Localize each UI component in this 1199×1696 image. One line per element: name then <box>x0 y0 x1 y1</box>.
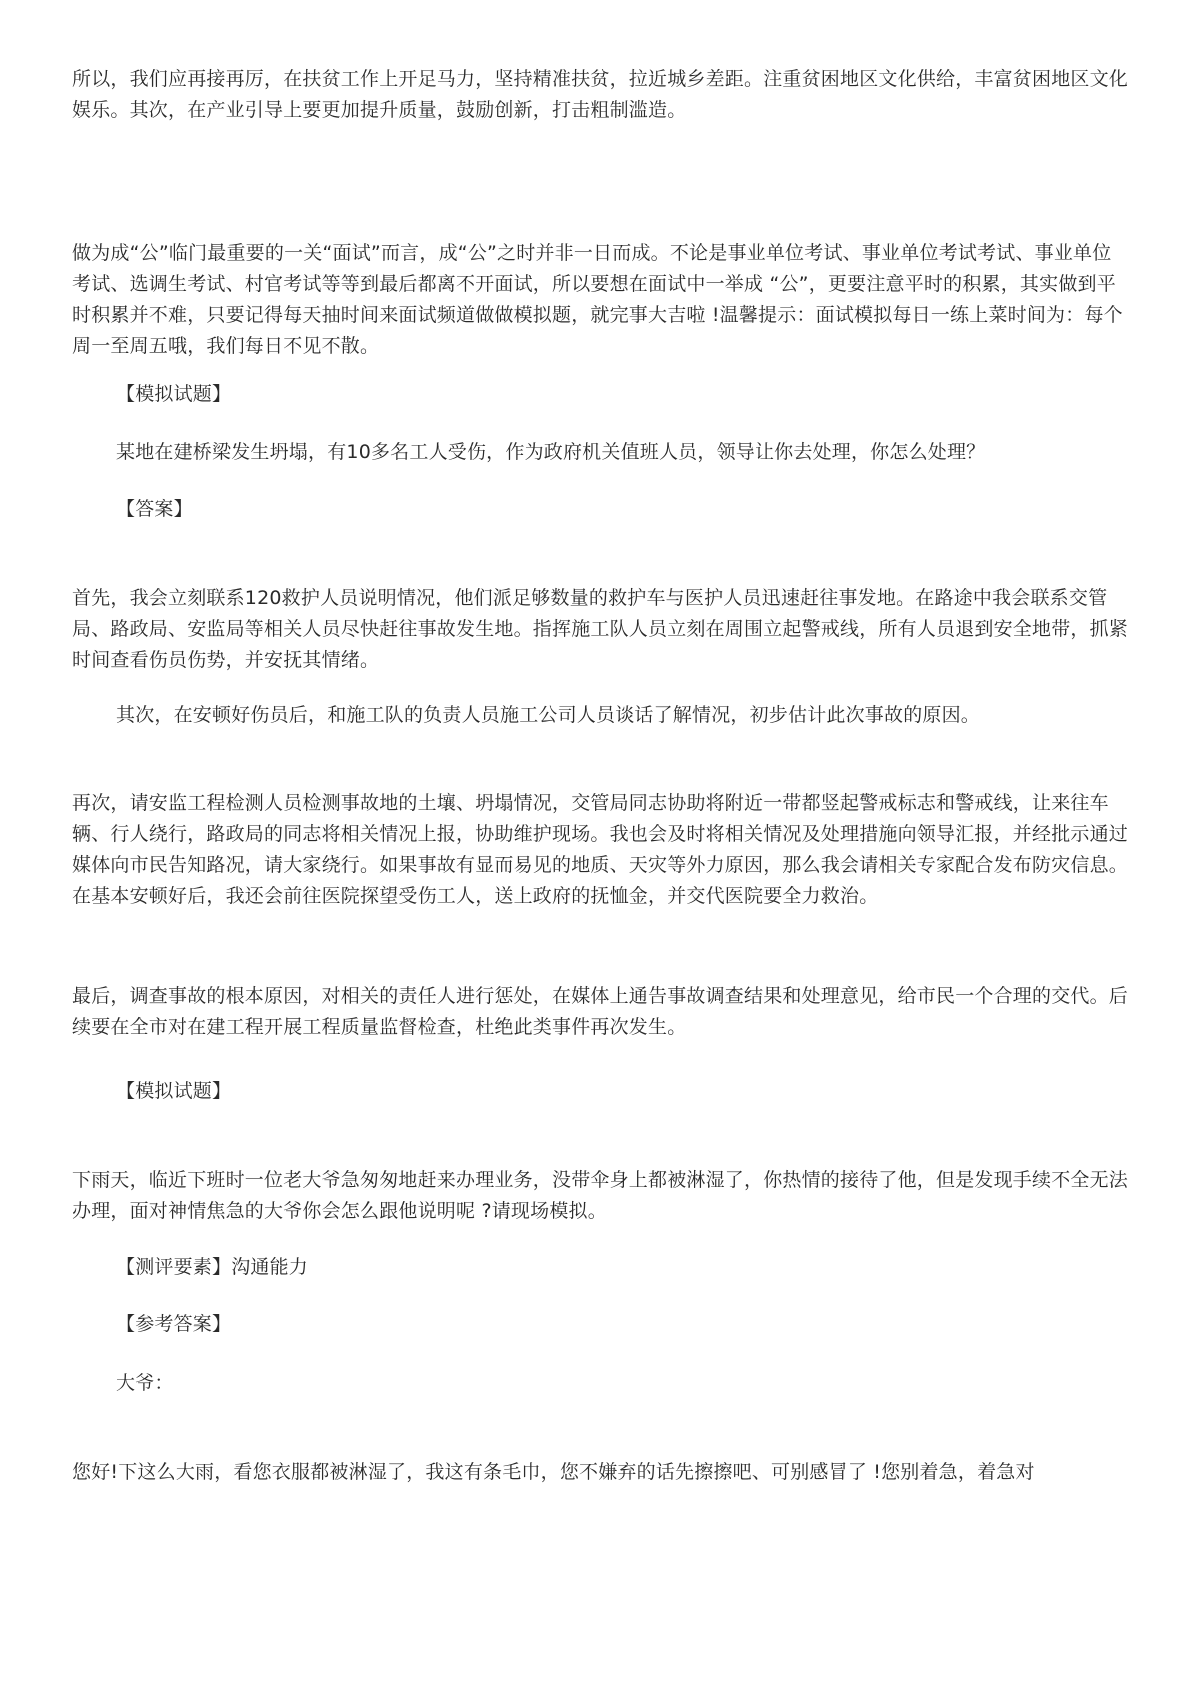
question-rainy-day: 下雨天，临近下班时一位老大爷急匆匆地赶来办理业务，没带伞身上都被淋湿了，你热情的接待了他，但是发现手续不全无法办理，面对神情焦急的大爷你会怎么跟他说明呢 ?请现场模拟。 <box>72 1169 1129 1222</box>
answer-paragraph-second: 其次，在安顿好伤员后，和施工队的负责人员施工公司人员谈话了解情况，初步估计此次事故的原因。 <box>116 704 981 726</box>
heading-answer: 【答案】 <box>116 498 193 520</box>
reference-answer-body: 您好!下这么大雨，看您衣服都被淋湿了，我这有条毛巾，您不嫌弃的话先擦擦吧、可别感冒了 !您别着急，着急对 <box>72 1461 1035 1483</box>
heading-mock-question-1: 【模拟试题】 <box>116 383 232 405</box>
heading-evaluation-elements: 【测评要素】沟通能力 <box>116 1256 309 1278</box>
answer-paragraph-third: 再次，请安监工程检测人员检测事故地的土壤、坍塌情况，交管局同志协助将附近一带都竖起警戒标志和警戒线，让来往车辆、行人绕行，路政局的同志将相关情况上报，协助维护现场。我也会及时将相关情况及处理措施向领导汇报，并经批示通过媒体向市民告知路况，请大家绕行。如果事故有显而易见的地质、天灾等外力原因，那么我会请相关专家配合发布防灾信息。在基本安顿好后，我还会前往医院探望受伤工人，送上政府的抚恤金，并交代医院要全力救治。 <box>72 792 1129 907</box>
paragraph-interview-intro: 做为成“公”临门最重要的一关“面试”而言，成“公”之时并非一日而成。不论是事业单位考试、事业单位考试考试、事业单位考试、选调生考试、村官考试等等到最后都离不开面试，所以要想在面试中一举成 “公”，更要注意平时的积累，其实做到平时积累并不难，只要记得每天抽时间来面试频道做做模拟题，就完事大吉啦 !温馨提示：面试模拟每日一练上菜时间为：每个周一至周五哦，我们每日不见不散。 <box>72 242 1123 357</box>
answer-paragraph-first: 首先，我会立刻联系120救护人员说明情况，他们派足够数量的救护车与医护人员迅速赶往事发地。在路途中我会联系交管局、路政局、安监局等相关人员尽快赶往事故发生地。指挥施工队人员立刻在周围立起警戒线，所有人员退到安全地带，抓紧时间查看伤员伤势，并安抚其情绪。 <box>72 587 1129 671</box>
heading-mock-question-2: 【模拟试题】 <box>116 1080 232 1102</box>
answer-paragraph-last: 最后，调查事故的根本原因，对相关的责任人进行惩处，在媒体上通告事故调查结果和处理意见，给市民一个合理的交代。后续要在全市对在建工程开展工程质量监督检查，杜绝此类事件再次发生。 <box>72 985 1129 1038</box>
paragraph-poverty-alleviation: 所以，我们应再接再厉，在扶贫工作上开足马力，坚持精准扶贫，拉近城乡差距。注重贫困地区文化供给，丰富贫困地区文化娱乐。其次，在产业引导上要更加提升质量，鼓励创新，打击粗制滥造。 <box>72 68 1129 121</box>
salutation: 大爷： <box>116 1372 174 1394</box>
heading-reference-answer: 【参考答案】 <box>116 1313 232 1335</box>
question-bridge-collapse: 某地在建桥梁发生坍塌，有10多名工人受伤，作为政府机关值班人员，领导让你去处理，你怎么处理？ <box>116 441 986 463</box>
